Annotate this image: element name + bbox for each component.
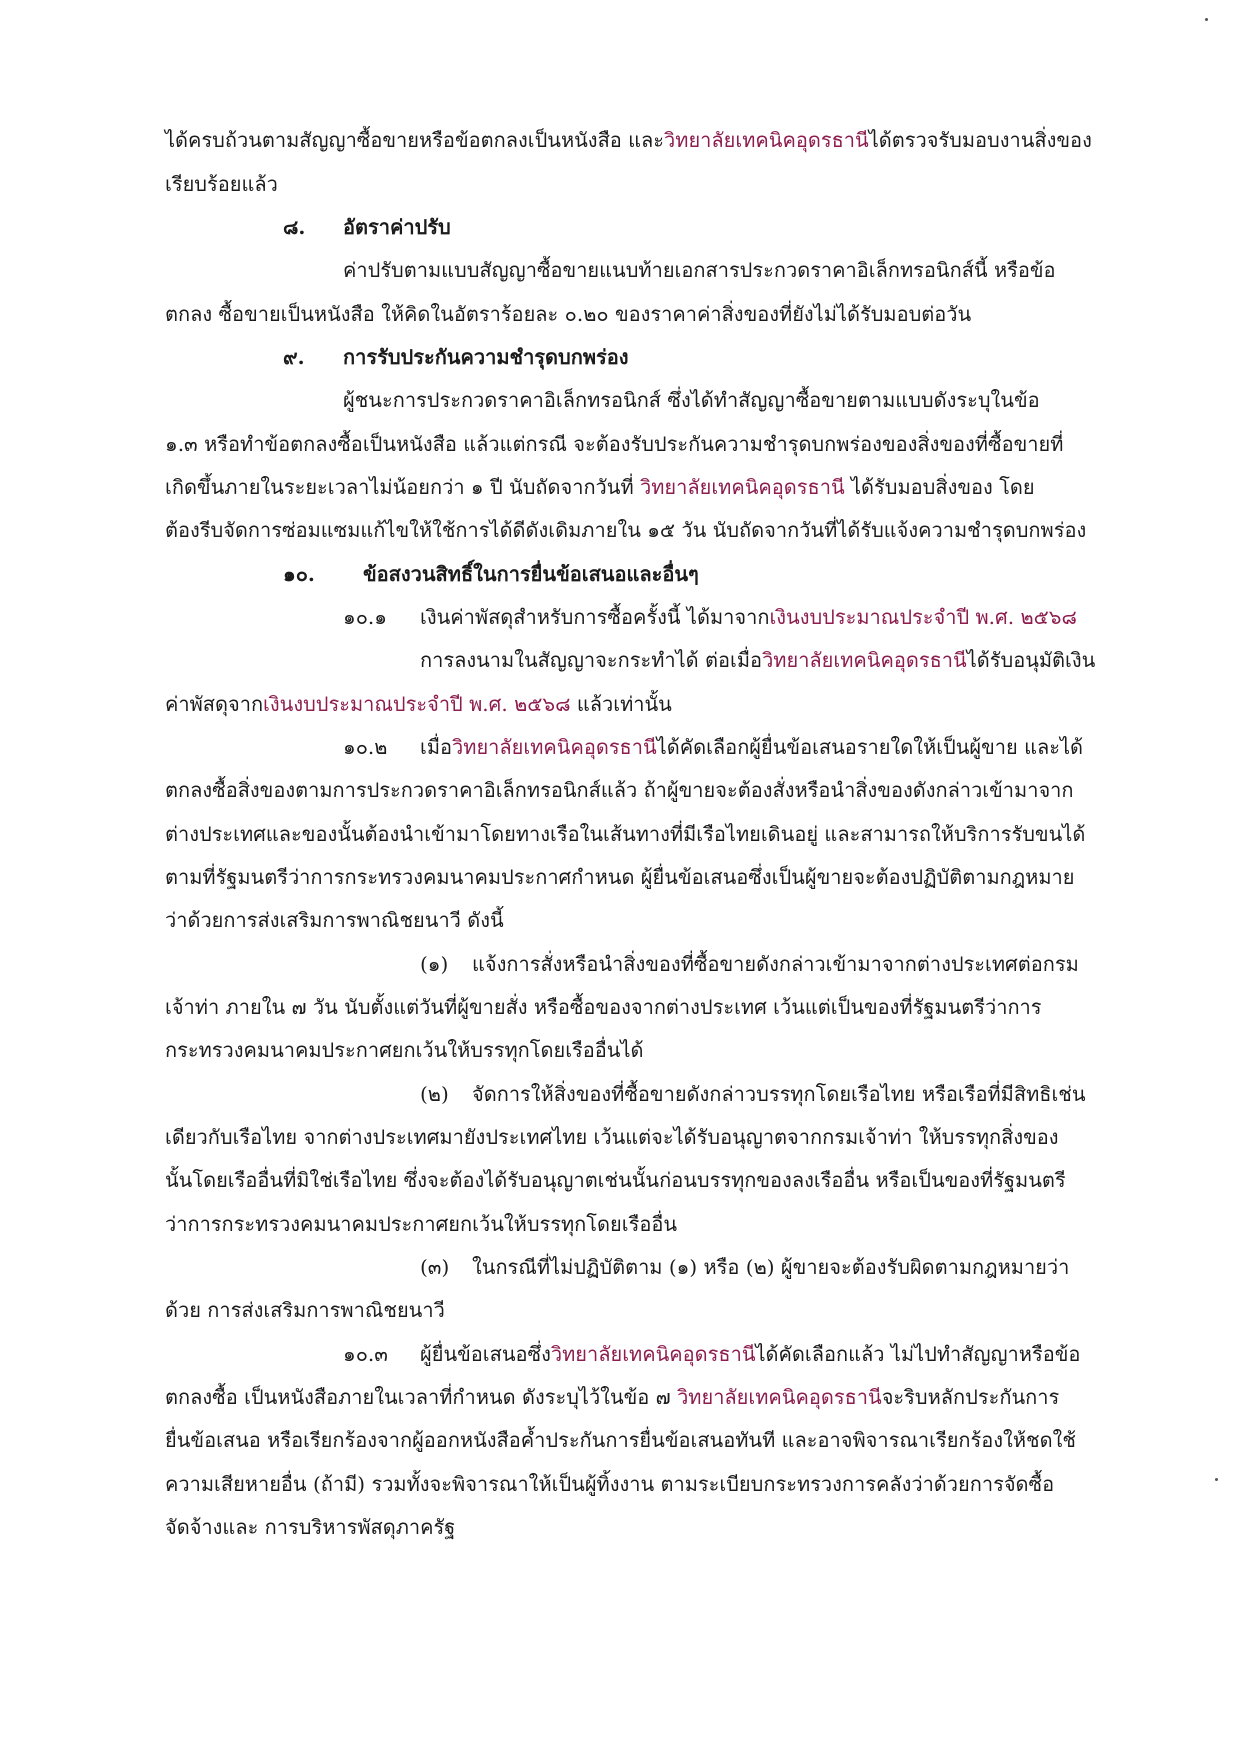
clause-10-2-line-2: ตกลงซื้อสิ่งของตามการประกวดราคาอิเล็กทรอนิกส์แล้ว ถ้าผู้ขายจะต้องสั่งหรือนำสิ่งของดังกล่าวเข้ามาจาก bbox=[165, 778, 1074, 802]
clause-10-1-number: ๑๐.๑ bbox=[343, 605, 387, 629]
budget-name: เงินงบประมาณประจำปี พ.ศ. ๒๕๖๘ bbox=[263, 692, 571, 716]
section-8-title: อัตราค่าปรับ bbox=[343, 215, 451, 239]
college-name: วิทยาลัยเทคนิคอุดรธานี bbox=[452, 735, 657, 759]
college-name: วิทยาลัยเทคนิคอุดรธานี bbox=[550, 1342, 756, 1366]
clause-10-3-line-5: จัดจ้างและ การบริหารพัสดุภาครัฐ bbox=[165, 1515, 456, 1539]
section-9-line-2: ๑.๓ หรือทำข้อตกลงซื้อเป็นหนังสือ แล้วแต่กรณี จะต้องรับประกันความชำรุดบกพร่องของสิ่งของที่ซื้อขายที่ bbox=[165, 432, 1064, 456]
section-9-line-1: ผู้ชนะการประกวดราคาอิเล็กทรอนิกส์ ซึ่งได้ทำสัญญาซื้อขายตามแบบดังระบุในข้อ bbox=[343, 388, 1040, 412]
section-10-title: ข้อสงวนสิทธิ์ในการยื่นข้อเสนอและอื่นๆ bbox=[363, 562, 699, 586]
clause-10-3-line-4: ความเสียหายอื่น (ถ้ามี) รวมทั้งจะพิจารณาให้เป็นผู้ทิ้งงาน ตามระเบียบกระทรวงการคลังว่าด้วยการจัดซื้อ bbox=[165, 1472, 1055, 1496]
section-9-title: การรับประกันความชำรุดบกพร่อง bbox=[343, 345, 629, 369]
text-span: เงินค่าพัสดุสำหรับการซื้อครั้งนี้ ได้มาจาก bbox=[420, 605, 770, 629]
text-span: จะริบหลักประกันการ bbox=[881, 1385, 1060, 1409]
clause-10-2-line-4: ตามที่รัฐมนตรีว่าการกระทรวงคมนาคมประกาศกำหนด ผู้ยื่นข้อเสนอซึ่งเป็นผู้ขายจะต้องปฏิบัติตามกฎหมาย bbox=[165, 865, 1075, 889]
text-span: เกิดขึ้นภายในระยะเวลาไม่น้อยกว่า ๑ ปี นับถัดจากวันที่ bbox=[165, 475, 640, 499]
scan-speck bbox=[1205, 18, 1208, 21]
clause-10-2-line-3: ต่างประเทศและของนั้นต้องนำเข้ามาโดยทางเรือในเส้นทางที่มีเรือไทยเดินอยู่ และสามารถให้บริการรับขนได้ bbox=[165, 822, 1086, 846]
section-8-number: ๘. bbox=[283, 215, 306, 239]
item-1-number: (๑) bbox=[420, 952, 449, 976]
clause-10-3-line-3: ยื่นข้อเสนอ หรือเรียกร้องจากผู้ออกหนังสือค้ำประกันการยื่นข้อเสนอทันที และอาจพิจารณาเรียกร้องให้ชดใช้ bbox=[165, 1428, 1076, 1452]
section-8-line-2: ตกลง ซื้อขายเป็นหนังสือ ให้คิดในอัตราร้อยละ ๐.๒๐ ของราคาค่าสิ่งของที่ยังไม่ได้รับมอบต่อวัน bbox=[165, 302, 972, 326]
text-span: การลงนามในสัญญาจะกระทำได้ ต่อเมื่อ bbox=[420, 648, 763, 672]
item-3-line-1: ในกรณีที่ไม่ปฏิบัติตาม (๑) หรือ (๒) ผู้ขายจะต้องรับผิดตามกฎหมายว่า bbox=[472, 1255, 1070, 1279]
section-8-line-1: ค่าปรับตามแบบสัญญาซื้อขายแนบท้ายเอกสารประกวดราคาอิเล็กทรอนิกส์นี้ หรือข้อ bbox=[343, 258, 1056, 282]
item-3-number: (๓) bbox=[420, 1255, 450, 1279]
clause-10-2-line-5: ว่าด้วยการส่งเสริมการพาณิชยนาวี ดังนี้ bbox=[165, 908, 504, 932]
text-span: เมื่อ bbox=[420, 735, 453, 759]
text-span: ได้คัดเลือกแล้ว ไม่ไปทำสัญญาหรือข้อ bbox=[755, 1342, 1081, 1366]
text-span: แล้วเท่านั้น bbox=[570, 692, 672, 716]
text-span: ผู้ยื่นข้อเสนอซึ่ง bbox=[420, 1342, 551, 1366]
continuation-line-2: เรียบร้อยแล้ว bbox=[165, 172, 278, 196]
scan-speck bbox=[1215, 1478, 1218, 1481]
college-name: วิทยาลัยเทคนิคอุดรธานี bbox=[762, 648, 967, 672]
item-2-line-1: จัดการให้สิ่งของที่ซื้อขายดังกล่าวบรรทุกโดยเรือไทย หรือเรือที่มีสิทธิเช่น bbox=[472, 1082, 1086, 1106]
text-span: ได้ตรวจรับมอบงานสิ่งของ bbox=[868, 128, 1092, 152]
text-span: ได้รับมอบสิ่งของ โดย bbox=[844, 475, 1035, 499]
budget-name: เงินงบประมาณประจำปี พ.ศ. ๒๕๖๘ bbox=[769, 605, 1077, 629]
clause-10-1-line-1 bbox=[420, 603, 1077, 631]
clause-10-2-number: ๑๐.๒ bbox=[343, 735, 388, 759]
section-9-line-3 bbox=[165, 473, 1035, 501]
item-2-line-4: ว่าการกระทรวงคมนาคมประกาศยกเว้นให้บรรทุกโดยเรืออื่น bbox=[165, 1212, 678, 1236]
item-3-line-2: ด้วย การส่งเสริมการพาณิชยนาวี bbox=[165, 1298, 445, 1322]
text-span: ได้คัดเลือกผู้ยื่นข้อเสนอรายใดให้เป็นผู้ขาย และได้ bbox=[656, 735, 1084, 759]
item-2-line-3: นั้นโดยเรืออื่นที่มิใช่เรือไทย ซึ่งจะต้องได้รับอนุญาตเช่นนั้นก่อนบรรทุกของลงเรืออื่น หรือเป็นของที่รัฐมนตรี bbox=[165, 1168, 1066, 1192]
clause-10-2-line-1 bbox=[420, 733, 1083, 761]
item-1-line-1: แจ้งการสั่งหรือนำสิ่งของที่ซื้อขายดังกล่าวเข้ามาจากต่างประเทศต่อกรม bbox=[472, 952, 1079, 976]
section-10-number: ๑๐. bbox=[283, 562, 315, 586]
clause-10-3-line-2 bbox=[165, 1383, 1059, 1411]
clause-10-3-number: ๑๐.๓ bbox=[343, 1342, 388, 1366]
college-name: วิทยาลัยเทคนิคอุดรธานี bbox=[664, 128, 869, 152]
text-span: ได้ครบถ้วนตามสัญญาซื้อขายหรือข้อตกลงเป็นหนังสือ และ bbox=[165, 128, 665, 152]
clause-10-1-line-3 bbox=[165, 690, 672, 718]
text-span: ตกลงซื้อ เป็นหนังสือภายในเวลาที่กำหนด ดังระบุไว้ในข้อ ๗ bbox=[165, 1385, 678, 1409]
section-9-number: ๙. bbox=[283, 345, 305, 369]
college-name: วิทยาลัยเทคนิคอุดรธานี bbox=[677, 1385, 882, 1409]
text-span: ค่าพัสดุจาก bbox=[165, 692, 264, 716]
text-span: ได้รับอนุมัติเงิน bbox=[966, 648, 1096, 672]
clause-10-3-line-1 bbox=[420, 1340, 1080, 1368]
section-9-line-4: ต้องรีบจัดการซ่อมแซมแก้ไขให้ใช้การได้ดีดังเดิมภายใน ๑๕ วัน นับถัดจากวันที่ได้รับแจ้งความชำรุดบกพร่อง bbox=[165, 518, 1087, 542]
item-2-line-2: เดียวกับเรือไทย จากต่างประเทศมายังประเทศไทย เว้นแต่จะได้รับอนุญาตจากกรมเจ้าท่า ให้บรรทุกสิ่งของ bbox=[165, 1125, 1059, 1149]
item-2-number: (๒) bbox=[420, 1082, 449, 1106]
clause-10-1-line-2 bbox=[420, 646, 1095, 674]
continuation-line-1 bbox=[165, 126, 1092, 154]
college-name: วิทยาลัยเทคนิคอุดรธานี bbox=[640, 475, 845, 499]
item-1-line-2: เจ้าท่า ภายใน ๗ วัน นับตั้งแต่วันที่ผู้ขายสั่ง หรือซื้อของจากต่างประเทศ เว้นแต่เป็นของที่รัฐมนตรีว่าการ bbox=[165, 995, 1042, 1019]
item-1-line-3: กระทรวงคมนาคมประกาศยกเว้นให้บรรทุกโดยเรืออื่นได้ bbox=[165, 1038, 644, 1062]
